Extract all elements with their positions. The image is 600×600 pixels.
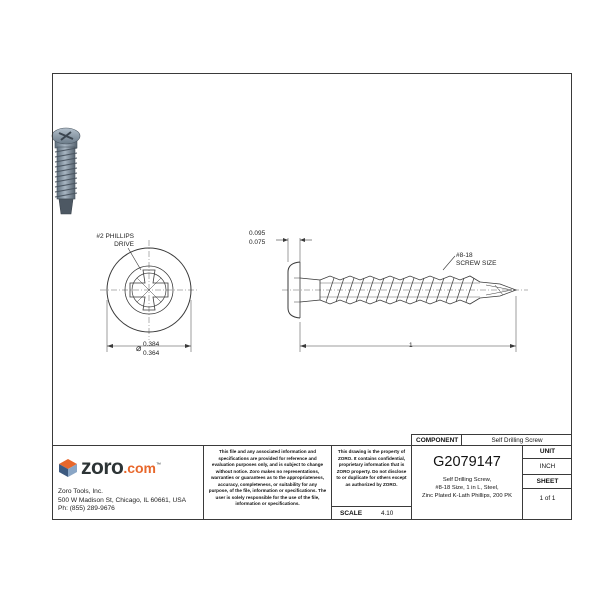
unit-value: INCH — [522, 458, 572, 474]
scale-value: 4.10 — [371, 506, 411, 520]
component-header: COMPONENT — [411, 434, 461, 446]
diameter-min: 0.364 — [143, 350, 160, 357]
drawing-border — [52, 73, 572, 520]
part-number: G2079147 — [411, 446, 522, 474]
diameter-symbol: ⌀ — [136, 343, 142, 353]
property-note: This drawing is the property of ZORO. It contains confidential, proprietary information that is ZORO property. Do not disclose to or duplicate for others except as authorized by ZORO. — [331, 446, 411, 506]
company-street: 500 W Madison St, Chicago, IL 60661, USA — [58, 496, 187, 504]
company-name: Zoro Tools, Inc. — [58, 488, 103, 495]
disclaimer-text: This file and any associated information and specifications are provided for reference and evaluation purposes only, and is subject to change without notice. Zoro makes no representations, warranties or guarantees as to the appropriateness, accuracy, completeness, or suitability for any purpose, of the file, information or specifications. The user is solely responsible for the use of the file, information or specifications. — [203, 446, 331, 520]
description-line: Self Drilling Screw, — [442, 477, 492, 483]
head-height-min: 0.075 — [249, 239, 266, 246]
component-value: Self Drilling Screw — [461, 434, 572, 446]
head-height-max: 0.095 — [249, 230, 266, 237]
logo-com: .com — [123, 460, 157, 476]
scale-header: SCALE — [331, 506, 371, 520]
diameter-max: 0.384 — [143, 341, 160, 348]
thread-size-label: #8-18 SCREW SIZE — [456, 252, 497, 267]
drive-label: #2 PHILLIPS DRIVE — [96, 233, 134, 248]
sheet-value: 1 of 1 — [522, 488, 572, 520]
company-phone: Ph: (855) 289-9676 — [58, 505, 115, 513]
unit-header: UNIT — [522, 446, 572, 458]
sheet-header: SHEET — [522, 474, 572, 488]
logo-word: zoro — [81, 456, 124, 479]
description-line: Zinc Plated K-Lath Phillips, 200 PK — [422, 493, 512, 499]
length-label: 1 — [409, 342, 413, 349]
logo-trademark: ™ — [156, 462, 162, 468]
description-line: #8-18 Size, 1 in L, Steel, — [435, 485, 499, 491]
